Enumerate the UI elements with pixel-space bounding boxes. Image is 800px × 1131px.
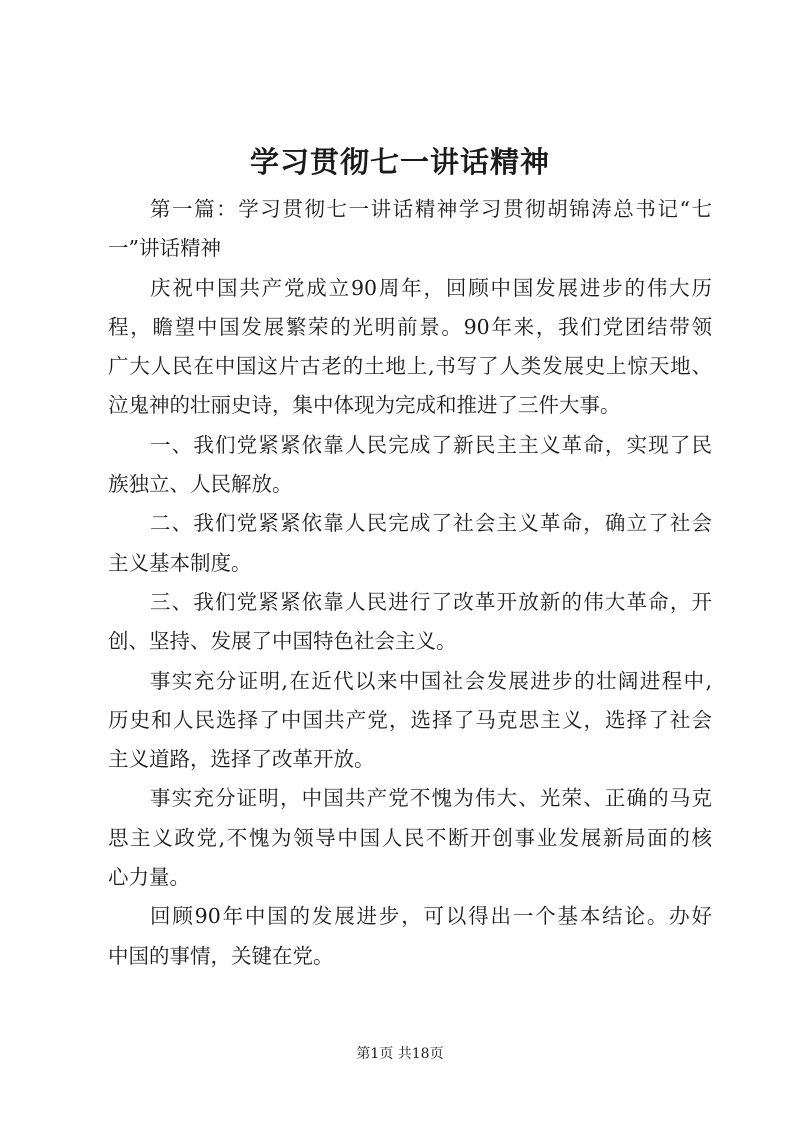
paragraph-line: 中国的事情，关键在党。 — [108, 943, 334, 968]
paragraph — [108, 269, 712, 426]
paragraph — [108, 662, 712, 780]
paragraph-line: 二、我们党紧紧依靠人民完成了社会主义革命，确立了社会 — [150, 511, 712, 536]
paragraph-line: 心力量。 — [108, 865, 190, 890]
paragraph-line: 回顾90年中国的发展进步，可以得出一个基本结论。办好 — [150, 904, 712, 929]
paragraph — [108, 583, 712, 662]
paragraph-line: 三、我们党紧紧依靠人民进行了改革开放新的伟大革命，开 — [150, 589, 712, 614]
paragraph-line: 族独立、人民解放。 — [108, 472, 293, 497]
document-body — [108, 190, 712, 976]
paragraph — [108, 190, 712, 269]
paragraph-line: 历史和人民选择了中国共产党，选择了马克思主义，选择了社会 — [108, 707, 712, 732]
paragraph — [108, 504, 712, 583]
paragraph-line: 主义道路，选择了改革开放。 — [108, 747, 375, 772]
paragraph-line: 一、我们党紧紧依靠人民完成了新民主主义革命，实现了民 — [150, 432, 712, 457]
paragraph-line: 一”讲话精神 — [108, 236, 221, 261]
paragraph-line: 思主义政党,不愧为领导中国人民不断开创事业发展新局面的核 — [108, 825, 712, 850]
paragraph-line: 事实充分证明,在近代以来中国社会发展进步的壮阔进程中, — [150, 668, 712, 693]
document-title: 学习贯彻七一讲话精神 — [249, 145, 550, 179]
paragraph-line: 程，瞻望中国发展繁荣的光明前景。90年来，我们党团结带领 — [108, 314, 712, 339]
paragraph — [108, 426, 712, 505]
paragraph — [108, 897, 712, 976]
paragraph-line: 事实充分证明，中国共产党不愧为伟大、光荣、正确的马克 — [150, 786, 712, 811]
paragraph-line: 创、坚持、发展了中国特色社会主义。 — [108, 629, 457, 654]
page-footer: 第1页 共18页 — [356, 1046, 444, 1062]
paragraph-line: 泣鬼神的壮丽史诗，集中体现为完成和推进了三件大事。 — [108, 393, 621, 418]
paragraph-line: 主义基本制度。 — [108, 550, 252, 575]
paragraph — [108, 779, 712, 897]
paragraph-line: 第一篇：学习贯彻七一讲话精神学习贯彻胡锦涛总书记“七 — [150, 197, 712, 221]
paragraph-line: 庆祝中国共产党成立90周年，回顾中国发展进步的伟大历 — [150, 275, 712, 300]
paragraph-line: 广大人民在中国这片古老的土地上,书写了人类发展史上惊天地、 — [108, 354, 712, 379]
